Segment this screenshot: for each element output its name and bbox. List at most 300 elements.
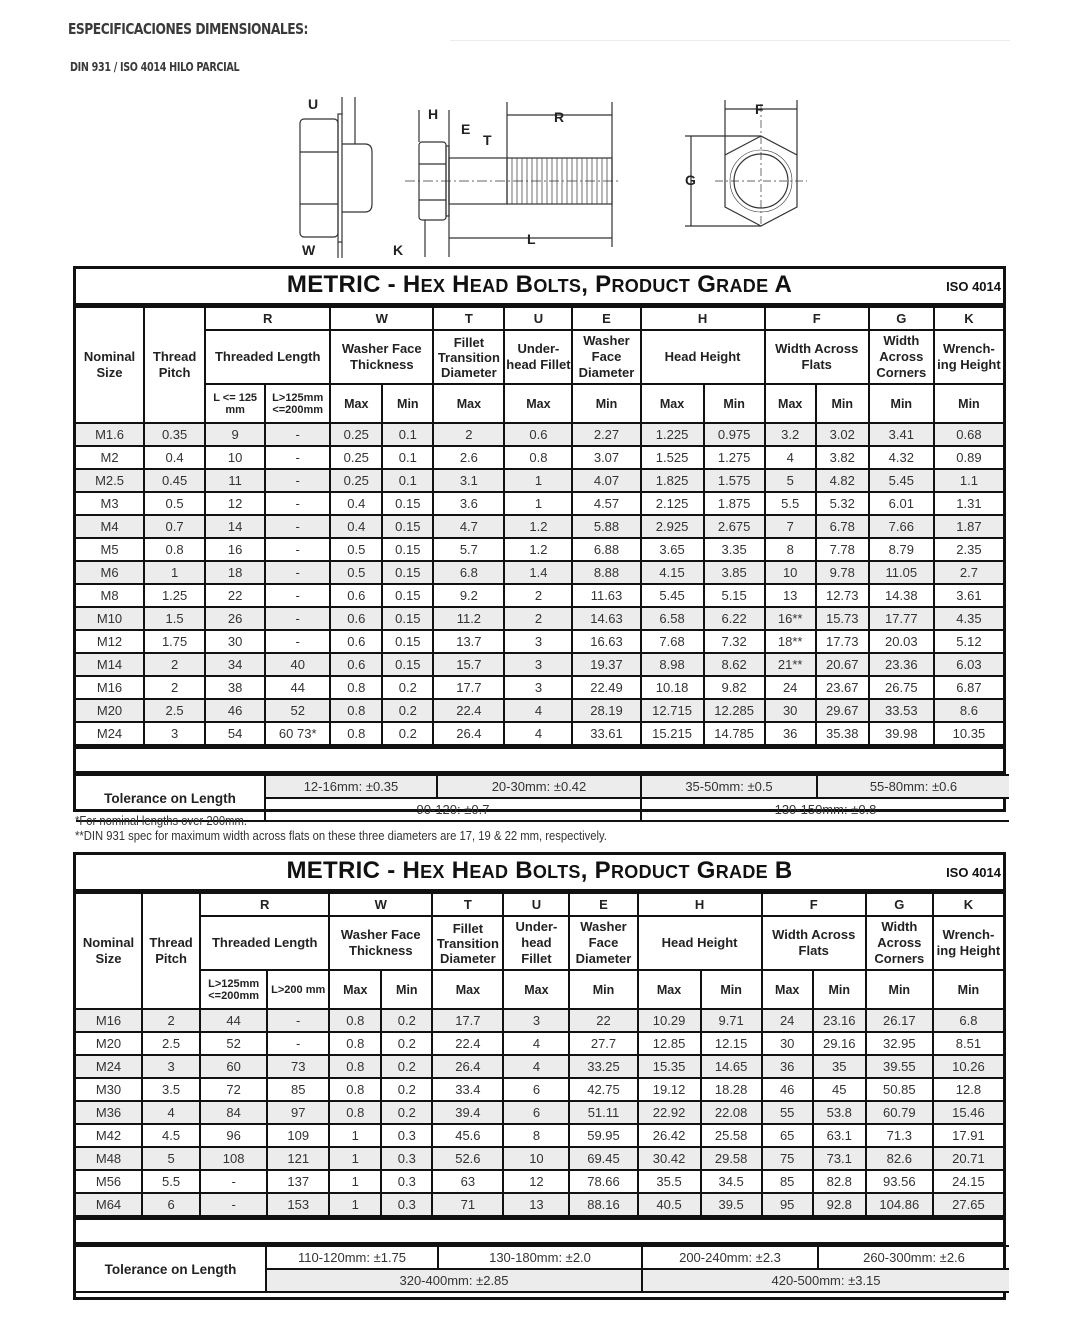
value-cell: 97	[267, 1101, 329, 1124]
value-cell: 4	[503, 1032, 569, 1055]
hex-end-view-icon	[685, 100, 807, 226]
value-cell: 0.8	[144, 538, 205, 561]
table-row	[76, 423, 1003, 446]
header-h-max: Max	[641, 384, 704, 423]
value-cell: 7.78	[816, 538, 869, 561]
header-t-max: Max	[433, 384, 504, 423]
value-cell: 17.91	[933, 1124, 1003, 1147]
value-cell: 3.65	[641, 538, 704, 561]
value-cell: 8.51	[933, 1032, 1003, 1055]
value-cell: 42.75	[569, 1078, 637, 1101]
nominal-size-cell: M56	[76, 1170, 142, 1193]
value-cell: 5.32	[816, 492, 869, 515]
header-head-height: Head Height	[641, 330, 765, 384]
value-cell: 27.7	[569, 1032, 637, 1055]
value-cell: 0.2	[382, 676, 433, 699]
value-cell: -	[265, 469, 330, 492]
value-cell: 26.4	[433, 722, 504, 745]
value-cell: 6	[503, 1078, 569, 1101]
value-cell: 4.07	[572, 469, 640, 492]
value-cell: 39.4	[432, 1101, 503, 1124]
header-k-min: Min	[934, 384, 1003, 423]
value-cell: 14.65	[701, 1055, 762, 1078]
table-row	[76, 1032, 1003, 1055]
value-cell: 0.8	[330, 722, 382, 745]
value-cell: 1	[329, 1170, 381, 1193]
nominal-size-cell: M2	[76, 446, 144, 469]
header-letter-r: R	[205, 307, 330, 330]
svg-text:L: L	[527, 231, 536, 247]
value-cell: 13	[503, 1193, 569, 1216]
table-row	[76, 492, 1003, 515]
value-cell: 2	[142, 1009, 200, 1032]
value-cell: 8.6	[934, 699, 1003, 722]
value-cell: 3.6	[433, 492, 504, 515]
value-cell: 0.45	[144, 469, 205, 492]
header-thread-pitch: Thread Pitch	[144, 307, 205, 423]
table-row	[76, 538, 1003, 561]
header-w-max: Max	[329, 970, 381, 1009]
value-cell: 33.4	[432, 1078, 503, 1101]
value-cell: 5.12	[934, 630, 1003, 653]
value-cell: 93.56	[866, 1170, 933, 1193]
value-cell: 44	[265, 676, 330, 699]
value-cell: 6	[142, 1193, 200, 1216]
value-cell: 20.71	[933, 1147, 1003, 1170]
value-cell: 12.715	[641, 699, 704, 722]
header-u-max: Max	[503, 970, 569, 1009]
table-row	[76, 607, 1003, 630]
value-cell: 0.8	[330, 676, 382, 699]
value-cell: 95	[762, 1193, 813, 1216]
value-cell: 3	[142, 1055, 200, 1078]
value-cell: 1	[504, 492, 572, 515]
value-cell: -	[265, 492, 330, 515]
header-w-min: Min	[381, 970, 432, 1009]
value-cell: 13	[765, 584, 816, 607]
header-wrenching-height: Wrench-ing Height	[933, 916, 1003, 970]
value-cell: 46	[762, 1078, 813, 1101]
value-cell: 5.45	[869, 469, 934, 492]
value-cell: 1	[144, 561, 205, 584]
value-cell: 10	[765, 561, 816, 584]
header-width-across-flats: Width Across Flats	[765, 330, 869, 384]
nominal-size-cell: M1.6	[76, 423, 144, 446]
value-cell: 5.15	[704, 584, 765, 607]
nominal-size-cell: M20	[76, 699, 144, 722]
svg-text:F: F	[755, 101, 764, 117]
value-cell: 4	[504, 722, 572, 745]
value-cell: 1.275	[704, 446, 765, 469]
value-cell: 15.73	[816, 607, 869, 630]
grade-b-iso-label: ISO 4014	[946, 865, 1001, 880]
header-letter-u: U	[503, 893, 569, 916]
nominal-size-cell: M48	[76, 1147, 142, 1170]
header-letter-t: T	[433, 307, 504, 330]
table-row	[76, 515, 1003, 538]
value-cell: 8.62	[704, 653, 765, 676]
value-cell: 33.53	[869, 699, 934, 722]
value-cell: 3	[144, 722, 205, 745]
header-letter-e: E	[572, 307, 640, 330]
table-row	[76, 699, 1003, 722]
nominal-size-cell: M12	[76, 630, 144, 653]
value-cell: 7.32	[704, 630, 765, 653]
value-cell: 0.35	[144, 423, 205, 446]
grade-a-data-grid	[76, 306, 1003, 746]
header-f-min: Min	[813, 970, 866, 1009]
value-cell: 88.16	[569, 1193, 637, 1216]
value-cell: 0.8	[330, 699, 382, 722]
value-cell: 17.77	[869, 607, 934, 630]
tolerance-label: Tolerance on Length	[76, 775, 265, 821]
value-cell: 22	[569, 1009, 637, 1032]
value-cell: 7.66	[869, 515, 934, 538]
grade-a-title: METRIC - HEX HEAD BOLTS, PRODUCT GRADE A	[286, 271, 793, 298]
value-cell: 104.86	[866, 1193, 933, 1216]
value-cell: 1.87	[934, 515, 1003, 538]
value-cell: 15.46	[933, 1101, 1003, 1124]
table-row	[76, 1009, 1003, 1032]
value-cell: 18**	[765, 630, 816, 653]
value-cell: 5.88	[572, 515, 640, 538]
value-cell: 35	[813, 1055, 866, 1078]
value-cell: 0.1	[382, 446, 433, 469]
value-cell: 22.92	[638, 1101, 701, 1124]
value-cell: 0.89	[934, 446, 1003, 469]
value-cell: 15.35	[638, 1055, 701, 1078]
svg-text:R: R	[554, 109, 565, 125]
value-cell: 71	[432, 1193, 503, 1216]
value-cell: 45.6	[432, 1124, 503, 1147]
value-cell: 40.5	[638, 1193, 701, 1216]
header-u-max: Max	[504, 384, 572, 423]
tolerance-cell: 35-50mm: ±0.5	[641, 775, 817, 798]
value-cell: 27.65	[933, 1193, 1003, 1216]
value-cell: 14.63	[572, 607, 640, 630]
value-cell: 69.45	[569, 1147, 637, 1170]
bolt-profile-icon	[405, 102, 620, 257]
value-cell: 3	[504, 630, 572, 653]
nominal-size-cell: M16	[76, 676, 144, 699]
svg-text:H: H	[428, 106, 439, 122]
value-cell: 23.16	[813, 1009, 866, 1032]
value-cell: 30.42	[638, 1147, 701, 1170]
header-letter-h: H	[638, 893, 762, 916]
header-letter-k: K	[933, 893, 1003, 916]
value-cell: 3.2	[765, 423, 816, 446]
value-cell: 5	[765, 469, 816, 492]
value-cell: 6.03	[934, 653, 1003, 676]
value-cell: -	[267, 1032, 329, 1055]
value-cell: 26	[205, 607, 265, 630]
value-cell: 6.01	[869, 492, 934, 515]
tolerance-cell: 55-80mm: ±0.6	[817, 775, 1009, 798]
table-row	[76, 653, 1003, 676]
value-cell: 11	[205, 469, 265, 492]
value-cell: 0.25	[330, 446, 382, 469]
value-cell: 32.95	[866, 1032, 933, 1055]
value-cell: 71.3	[866, 1124, 933, 1147]
value-cell: 1.225	[641, 423, 704, 446]
value-cell: 75	[762, 1147, 813, 1170]
value-cell: 12.8	[933, 1078, 1003, 1101]
value-cell: 5.5	[142, 1170, 200, 1193]
value-cell: 0.7	[144, 515, 205, 538]
value-cell: 4.35	[934, 607, 1003, 630]
value-cell: 0.8	[504, 446, 572, 469]
header-underhead-fillet: Under-head Fillet	[504, 330, 572, 384]
value-cell: 3.82	[816, 446, 869, 469]
value-cell: 8.88	[572, 561, 640, 584]
value-cell: 13.7	[433, 630, 504, 653]
value-cell: 52	[200, 1032, 267, 1055]
tolerance-cell: 130-180mm: ±2.0	[438, 1246, 642, 1269]
grade-a-title-row	[76, 269, 1003, 306]
value-cell: 1	[329, 1147, 381, 1170]
value-cell: 0.15	[382, 515, 433, 538]
value-cell: -	[265, 538, 330, 561]
value-cell: 4	[504, 699, 572, 722]
header-r-sub2: L>125mm <=200mm	[265, 384, 330, 423]
header-head-height: Head Height	[638, 916, 762, 970]
value-cell: 1.4	[504, 561, 572, 584]
value-cell: 6.8	[933, 1009, 1003, 1032]
page-heading: ESPECIFICACIONES DIMENSIONALES:	[68, 20, 308, 38]
value-cell: 16**	[765, 607, 816, 630]
value-cell: 10.35	[934, 722, 1003, 745]
value-cell: 1.2	[504, 538, 572, 561]
value-cell: 3.07	[572, 446, 640, 469]
value-cell: 39.55	[866, 1055, 933, 1078]
header-letter-r: R	[200, 893, 329, 916]
value-cell: 7.68	[641, 630, 704, 653]
grade-b-data-grid	[76, 892, 1003, 1217]
table-row	[76, 676, 1003, 699]
value-cell: 0.15	[382, 653, 433, 676]
grade-b-tolerance-table	[76, 1245, 1009, 1293]
table-spacer	[76, 746, 1003, 774]
value-cell: 22	[205, 584, 265, 607]
value-cell: -	[267, 1009, 329, 1032]
nominal-size-cell: M2.5	[76, 469, 144, 492]
value-cell: 18.28	[701, 1078, 762, 1101]
value-cell: 0.8	[329, 1009, 381, 1032]
value-cell: 24.15	[933, 1170, 1003, 1193]
value-cell: 0.2	[381, 1078, 432, 1101]
nominal-size-cell: M24	[76, 1055, 142, 1078]
value-cell: 1	[329, 1124, 381, 1147]
value-cell: 20.03	[869, 630, 934, 653]
value-cell: 0.25	[330, 423, 382, 446]
value-cell: 2.925	[641, 515, 704, 538]
value-cell: 2	[504, 607, 572, 630]
value-cell: 22.08	[701, 1101, 762, 1124]
value-cell: 2.7	[934, 561, 1003, 584]
value-cell: 0.15	[382, 607, 433, 630]
value-cell: 8.98	[641, 653, 704, 676]
grade-b-table	[73, 852, 1006, 1300]
value-cell: 0.15	[382, 584, 433, 607]
value-cell: 23.67	[816, 676, 869, 699]
grade-b-title-row	[76, 855, 1003, 892]
header-washer-face-thickness: Washer Face Thickness	[329, 916, 432, 970]
nominal-size-cell: M20	[76, 1032, 142, 1055]
value-cell: 3.02	[816, 423, 869, 446]
value-cell: -	[265, 561, 330, 584]
value-cell: 2.6	[433, 446, 504, 469]
divider	[450, 40, 1010, 41]
value-cell: 0.4	[330, 492, 382, 515]
value-cell: 4.15	[641, 561, 704, 584]
value-cell: 1	[329, 1193, 381, 1216]
value-cell: 1.525	[641, 446, 704, 469]
value-cell: 38	[205, 676, 265, 699]
table-row	[76, 1170, 1003, 1193]
header-t-max: Max	[432, 970, 503, 1009]
value-cell: 4	[142, 1101, 200, 1124]
value-cell: 2.125	[641, 492, 704, 515]
header-g-min: Min	[866, 970, 933, 1009]
value-cell: 8	[503, 1124, 569, 1147]
header-fillet-transition-diameter: Fillet Transition Diameter	[433, 330, 504, 384]
value-cell: 39.98	[869, 722, 934, 745]
header-letter-w: W	[330, 307, 433, 330]
table-row	[76, 1124, 1003, 1147]
value-cell: -	[265, 630, 330, 653]
value-cell: 0.15	[382, 561, 433, 584]
value-cell: 2.35	[934, 538, 1003, 561]
value-cell: 6.22	[704, 607, 765, 630]
value-cell: 46	[205, 699, 265, 722]
value-cell: -	[200, 1170, 267, 1193]
header-letter-g: G	[866, 893, 933, 916]
tolerance-label: Tolerance on Length	[76, 1246, 266, 1292]
svg-text:U: U	[308, 96, 319, 112]
value-cell: 23.36	[869, 653, 934, 676]
table-row	[76, 446, 1003, 469]
nominal-size-cell: M14	[76, 653, 144, 676]
value-cell: 34.5	[701, 1170, 762, 1193]
value-cell: 0.6	[330, 584, 382, 607]
tolerance-cell: 420-500mm: ±3.15	[642, 1269, 1009, 1292]
header-underhead-fillet: Under-head Fillet	[503, 916, 569, 970]
header-f-min: Min	[816, 384, 869, 423]
value-cell: 65	[762, 1124, 813, 1147]
header-h-min: Min	[704, 384, 765, 423]
value-cell: 6.88	[572, 538, 640, 561]
header-letter-w: W	[329, 893, 432, 916]
header-letter-f: F	[765, 307, 869, 330]
value-cell: 40	[265, 653, 330, 676]
value-cell: 59.95	[569, 1124, 637, 1147]
value-cell: 24	[762, 1009, 813, 1032]
value-cell: 5.5	[765, 492, 816, 515]
value-cell: -	[265, 423, 330, 446]
value-cell: 6.87	[934, 676, 1003, 699]
value-cell: 1	[504, 469, 572, 492]
value-cell: 0.6	[330, 653, 382, 676]
value-cell: 26.4	[432, 1055, 503, 1078]
value-cell: 14.38	[869, 584, 934, 607]
value-cell: 10.18	[641, 676, 704, 699]
header-width-across-corners: Width Across Corners	[869, 330, 934, 384]
value-cell: 1.2	[504, 515, 572, 538]
bolt-dimension-diagram	[290, 92, 810, 260]
header-w-min: Min	[382, 384, 433, 423]
grade-a-iso-label: ISO 4014	[946, 279, 1001, 294]
value-cell: 11.2	[433, 607, 504, 630]
value-cell: 0.2	[381, 1009, 432, 1032]
svg-text:E: E	[461, 121, 471, 137]
header-h-max: Max	[638, 970, 701, 1009]
value-cell: 0.975	[704, 423, 765, 446]
value-cell: 39.5	[701, 1193, 762, 1216]
value-cell: 29.67	[816, 699, 869, 722]
value-cell: 29.58	[701, 1147, 762, 1170]
header-r-sub2: L>200 mm	[267, 970, 329, 1009]
value-cell: 0.15	[382, 492, 433, 515]
value-cell: -	[200, 1193, 267, 1216]
value-cell: 3.5	[142, 1078, 200, 1101]
value-cell: 2	[433, 423, 504, 446]
tolerance-cell: 130-150mm: ±0.8	[641, 798, 1009, 821]
value-cell: 0.25	[330, 469, 382, 492]
header-letter-k: K	[934, 307, 1003, 330]
value-cell: 0.6	[330, 607, 382, 630]
value-cell: 0.4	[144, 446, 205, 469]
value-cell: 3.35	[704, 538, 765, 561]
value-cell: 14	[205, 515, 265, 538]
header-thread-pitch: Thread Pitch	[142, 893, 200, 1009]
value-cell: 6.8	[433, 561, 504, 584]
value-cell: 51.11	[569, 1101, 637, 1124]
value-cell: 108	[200, 1147, 267, 1170]
value-cell: 0.3	[381, 1124, 432, 1147]
value-cell: 0.3	[381, 1170, 432, 1193]
value-cell: 10	[205, 446, 265, 469]
value-cell: 9	[205, 423, 265, 446]
value-cell: 109	[267, 1124, 329, 1147]
value-cell: 0.8	[329, 1055, 381, 1078]
value-cell: 1.825	[641, 469, 704, 492]
value-cell: 16	[205, 538, 265, 561]
value-cell: 6	[503, 1101, 569, 1124]
value-cell: 10.29	[638, 1009, 701, 1032]
value-cell: 33.61	[572, 722, 640, 745]
nominal-size-cell: M8	[76, 584, 144, 607]
value-cell: 26.17	[866, 1009, 933, 1032]
value-cell: 26.75	[869, 676, 934, 699]
value-cell: 22.4	[432, 1032, 503, 1055]
value-cell: 17.73	[816, 630, 869, 653]
value-cell: 2	[144, 653, 205, 676]
header-washer-face-diameter: Washer Face Diameter	[572, 330, 640, 384]
table-spacer	[76, 1217, 1003, 1245]
value-cell: 6.78	[816, 515, 869, 538]
value-cell: 19.37	[572, 653, 640, 676]
value-cell: 72	[200, 1078, 267, 1101]
value-cell: 73.1	[813, 1147, 866, 1170]
value-cell: 10	[503, 1147, 569, 1170]
value-cell: 2.5	[144, 699, 205, 722]
value-cell: 3	[504, 676, 572, 699]
value-cell: 12.73	[816, 584, 869, 607]
value-cell: 2	[504, 584, 572, 607]
tolerance-cell: 20-30mm: ±0.42	[437, 775, 641, 798]
value-cell: 10.26	[933, 1055, 1003, 1078]
value-cell: 44	[200, 1009, 267, 1032]
